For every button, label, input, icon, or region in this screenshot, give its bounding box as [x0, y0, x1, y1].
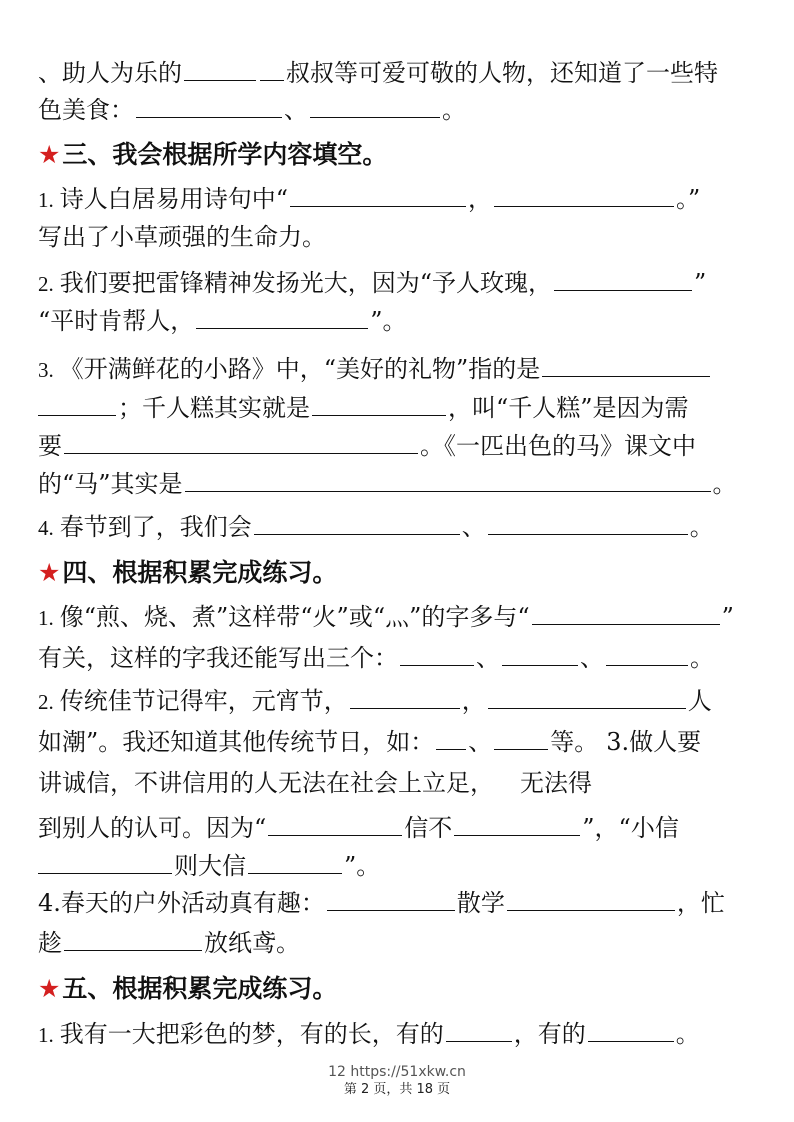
s4-q1-line-1: [38, 602, 758, 633]
separator: 、: [284, 96, 308, 124]
period: 。: [442, 96, 466, 124]
blank[interactable]: [606, 643, 688, 666]
question-number: 2.: [38, 690, 54, 714]
blank[interactable]: [310, 95, 440, 118]
blank[interactable]: [136, 95, 282, 118]
blank[interactable]: [64, 431, 418, 454]
star-icon: ★: [38, 974, 61, 1003]
blank[interactable]: [532, 602, 720, 625]
blank[interactable]: [502, 643, 578, 666]
separator: 、: [461, 513, 486, 541]
question-text: “平时肯帮人，: [38, 307, 195, 335]
s3-q1-line-2: [38, 222, 758, 252]
s4-q4-line-2: [38, 928, 758, 958]
s4-q2-line-2: [38, 727, 758, 757]
question-text: ，叫“千人糕”是因为需: [448, 394, 689, 422]
question-text: ；千人糕其实就是: [118, 394, 310, 422]
question-text: ”: [694, 269, 707, 297]
blank[interactable]: [312, 393, 446, 416]
question-text: 4.春天的户外活动真有趣：: [38, 889, 325, 917]
question-text: ，有的: [513, 1020, 586, 1048]
question-text: ，忙: [676, 889, 725, 917]
question-text: 信不: [404, 814, 453, 842]
question-text: 有关，这样的字我还能写出三个：: [38, 644, 398, 672]
question-text: 放纸鸢。: [204, 929, 300, 957]
blank[interactable]: [350, 686, 460, 709]
question-text: 诗人白居易用诗句中“: [59, 185, 289, 213]
intro-text-1b: 叔叔等可爱可敬的人物，还知道了一些特: [286, 59, 718, 87]
blank[interactable]: [327, 888, 455, 911]
intro-text-1a: 、助人为乐的: [38, 59, 182, 87]
blank[interactable]: [184, 58, 256, 81]
blank[interactable]: [254, 512, 460, 535]
question-text: ”。: [344, 852, 381, 880]
star-icon: ★: [38, 140, 61, 169]
comma: ，: [461, 687, 486, 715]
s3-q3-line-3: [38, 431, 758, 461]
s4-q4-line-1: [38, 888, 758, 918]
intro-line-1: [38, 58, 758, 88]
question-text: ”。: [370, 307, 407, 335]
question-text: 要: [38, 432, 62, 460]
s4-q3-line-3: [38, 851, 758, 881]
separator: 、: [476, 644, 500, 672]
separator: 、: [468, 728, 493, 756]
star-icon: ★: [38, 558, 61, 587]
s4-q2-line-1: [38, 686, 758, 717]
s5-q1-line: [38, 1019, 758, 1050]
blank[interactable]: [494, 727, 548, 750]
s3-q2-line-1: [38, 268, 758, 299]
section-5-heading: [38, 974, 337, 1004]
question-text: 趁: [38, 929, 62, 957]
intro-text-2a: 色美食：: [38, 96, 134, 124]
question-number: 1.: [38, 606, 54, 630]
question-text: 的“马”其实是: [38, 470, 183, 498]
separator: 、: [580, 644, 604, 672]
blank[interactable]: [248, 851, 342, 874]
blank[interactable]: [185, 469, 711, 492]
section-3-title: 三、我会根据所学内容填空。: [62, 140, 388, 169]
period: 。: [675, 1020, 700, 1048]
question-text: 传统佳节记得牢，元宵节，: [59, 687, 348, 715]
question-text: ”: [721, 603, 734, 631]
blank[interactable]: [446, 1019, 512, 1042]
question-number: 4.: [38, 516, 54, 540]
blank[interactable]: [494, 184, 674, 207]
question-text: 《开满鲜花的小路》中，“美好的礼物”指的是: [59, 355, 541, 383]
blank[interactable]: [588, 1019, 674, 1042]
blank[interactable]: [290, 184, 466, 207]
question-text: 我们要把雷锋精神发扬光大，因为“予人玫瑰，: [59, 269, 553, 297]
blank[interactable]: [38, 393, 116, 416]
blank[interactable]: [38, 851, 172, 874]
s4-q3-line-1: [38, 768, 758, 798]
question-text: 。”: [676, 185, 701, 213]
question-text: 写出了小草顽强的生命力。: [38, 223, 326, 251]
section-3-heading: [38, 140, 387, 170]
question-number: 1.: [38, 188, 54, 212]
question-text: 3.做人要: [606, 728, 702, 756]
blank[interactable]: [488, 686, 686, 709]
section-4-title: 四、根据积累完成练习。: [62, 558, 338, 587]
section-4-heading: [38, 558, 337, 588]
s3-q4-line: [38, 512, 758, 543]
question-text: 散学: [456, 889, 505, 917]
question-text: 。: [712, 470, 737, 498]
blank[interactable]: [400, 643, 474, 666]
blank[interactable]: [554, 268, 692, 291]
question-text: 像“煎、烧、煮”这样带“火”或“灬”的字多与“: [59, 603, 530, 631]
question-text: 则大信: [174, 852, 246, 880]
question-number: 2.: [38, 272, 54, 296]
comma: ，: [468, 185, 493, 213]
blank[interactable]: [542, 354, 710, 377]
s3-q1-line-1: [38, 184, 758, 215]
s4-q3-line-2: [38, 813, 758, 843]
question-text: 等。: [550, 728, 599, 756]
blank[interactable]: [64, 928, 202, 951]
intro-line-2: [38, 95, 758, 125]
question-text: 我有一大把彩色的梦，有的长，有的: [59, 1020, 444, 1048]
page-footer: [0, 1064, 794, 1097]
question-text: 到别人的认可。因为“: [38, 814, 267, 842]
question-text: 。《一匹出色的马》课文中: [420, 432, 696, 460]
page-number: 第 2 页，共 18 页: [343, 1082, 451, 1097]
question-number: 1.: [38, 1023, 54, 1047]
blank[interactable]: [454, 813, 580, 836]
question-text: ”，“小信: [582, 814, 679, 842]
blank[interactable]: [268, 813, 402, 836]
s3-q3-line-2: [38, 393, 758, 423]
blank[interactable]: [436, 727, 466, 750]
question-text: 讲诚信，不讲信用的人无法在社会上立足，: [38, 769, 494, 797]
question-text: 如潮”。我还知道其他传统节日，如：: [38, 728, 435, 756]
question-text: 人: [687, 687, 712, 715]
question-number: 3.: [38, 358, 54, 382]
blank[interactable]: [488, 512, 688, 535]
blank[interactable]: [196, 306, 368, 329]
blank[interactable]: [507, 888, 675, 911]
blank[interactable]: [260, 58, 284, 81]
s3-q2-line-2: [38, 306, 758, 336]
source-watermark: 12 https://51xkw.cn: [328, 1064, 466, 1080]
period: 。: [690, 644, 714, 672]
s3-q3-line-4: [38, 469, 758, 499]
period: 。: [689, 513, 714, 541]
question-text: 春节到了，我们会: [59, 513, 252, 541]
s4-q1-line-2: [38, 643, 758, 673]
question-text: 无法得: [520, 769, 592, 797]
section-5-title: 五、根据积累完成练习。: [62, 974, 338, 1003]
s3-q3-line-1: [38, 354, 758, 385]
